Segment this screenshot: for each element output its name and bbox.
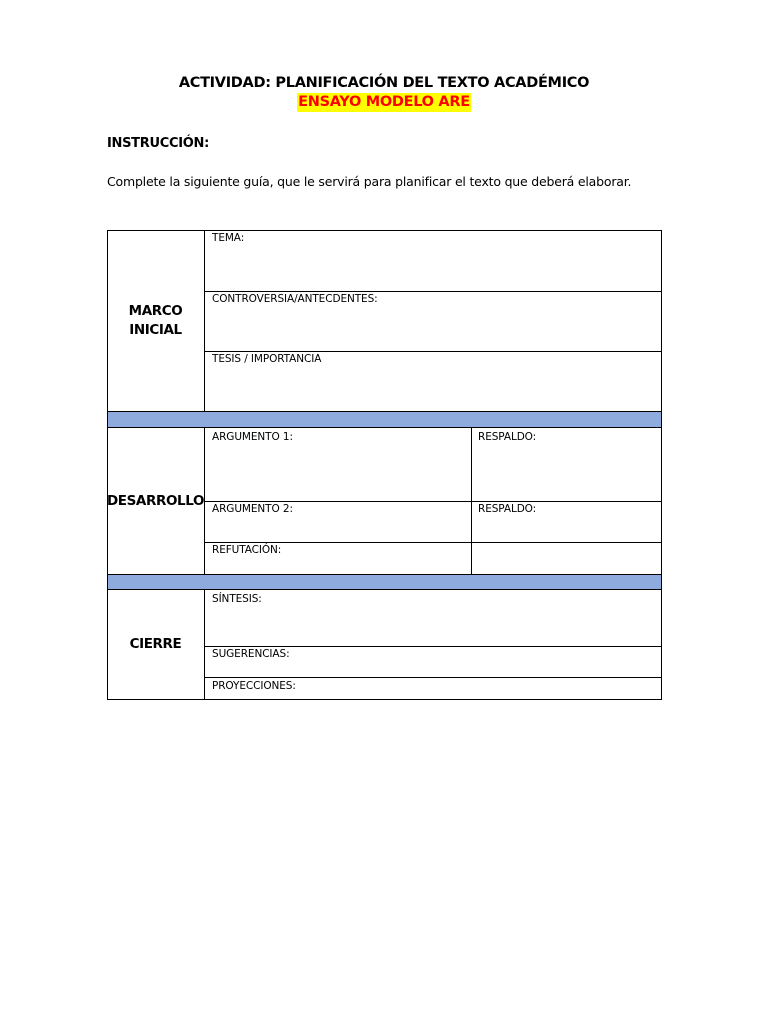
sintesis-field[interactable] [205,590,661,646]
band-border [107,411,662,412]
argumento1-label: ARGUMENTO 1: [212,431,293,443]
proyecciones-label: PROYECCIONES: [212,680,296,692]
sintesis-label: SÍNTESIS: [212,593,262,605]
table-border-right [661,230,662,700]
section-separator-band [107,574,661,590]
section-label-cierre: CIERRE [129,636,182,652]
tesis-label: TESIS / IMPORTANCIA [212,353,322,365]
section-separator-band [107,411,661,428]
table-border-bottom [107,699,662,700]
tema-label: TEMA: [212,232,245,244]
document-title: ACTIVIDAD: PLANIFICACIÓN DEL TEXTO ACADÉMICO [178,75,590,91]
refutacion-respaldo-field[interactable] [472,543,661,574]
document-subtitle: ENSAYO MODELO ARE [298,94,470,110]
section-label-marco-inicial [107,231,204,411]
instruction-label: INSTRUCCIÓN: [107,136,209,151]
refutacion-label: REFUTACIÓN: [212,544,282,556]
argumento2-label: ARGUMENTO 2: [212,503,293,515]
sugerencias-label: SUGERENCIAS: [212,648,290,660]
section-label-line: INICIAL [129,322,182,338]
section-label-line: MARCO [128,303,183,319]
instruction-text: Complete la siguiente guía, que le servirá para planificar el texto que deberá elaborar. [107,174,632,189]
band-border [107,574,662,575]
controversia-label: CONTROVERSIA/ANTECDENTES: [212,293,378,305]
tema-field[interactable] [205,231,661,291]
section-label-desarrollo: DESARROLLO [106,492,205,509]
respaldo2-label: RESPALDO: [478,503,537,515]
respaldo1-label: RESPALDO: [478,431,537,443]
